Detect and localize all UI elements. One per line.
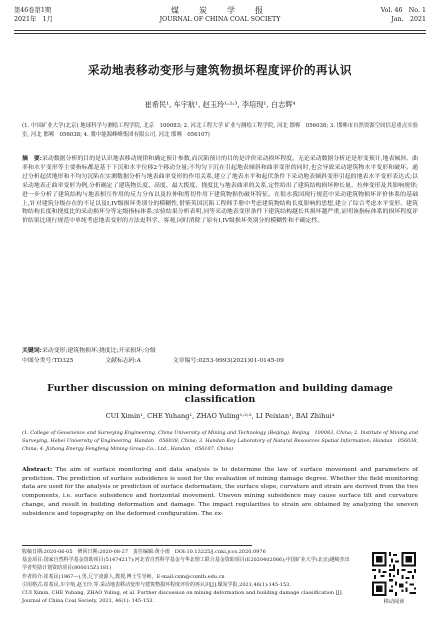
keywords-label: 关键词:: [22, 347, 42, 354]
header-volume-en: Vol. 46 No. 1: [380, 7, 426, 14]
qr-code-icon[interactable]: [372, 552, 416, 596]
header-center: [14, 6, 426, 24]
english-abstract-label: Abstract:: [22, 466, 53, 473]
journal-header: [14, 6, 426, 38]
header-date-en: Jan. 2021: [391, 16, 426, 23]
english-affiliations: (1. College of Geoscience and Surveying Engineering, China University of Mining and Technology (Beijing), Beijing 100083, China; 2. Institute of Mining and Surveying, Hebei University of Engineering, Handan 056038, China; 3. Handan Key Laboratory of Natural Resources Spatial Information, Handan 056038, China; 4. Jizhong Energy Fengfeng Mining Group Co., Ltd., Handan 056107, China): [22, 430, 418, 452]
qr-label: 移动阅读: [383, 599, 405, 605]
abstract-cn: [22, 155, 418, 226]
keywords-text: 采动变形;建筑物损坏;挠度比;开采损坏;分级: [41, 348, 156, 354]
footnote-author: 作者简介:崔希民(1967—),男,辽宁凌源人,教授,博士生导师。E-mail:cxm@cumtb.edu.cn: [22, 573, 225, 580]
paper-authors: 崔希民¹, 车宇航¹, 赵玉玲¹˒²˒³, 李培现¹, 白志辉⁴: [144, 100, 296, 109]
header-rule: [14, 30, 426, 34]
header-journal-en: JOURNAL OF CHINA COAL SOCIETY: [159, 16, 281, 23]
header-right: [381, 6, 426, 24]
footnote-fund: 基金项目:国家自然科学基金资助项目(51474217);河北省自然科学基金与华北理工联合基金资助项目(E2020402086);中国矿业大学(北京)越崎杰出学者奖励计划资助项目(800015Z1181): [22, 557, 350, 572]
footnote-received: 收稿日期:2020-06-05 修回日期:2020-08-27 责任编辑:黄小雨 DOI:10.13225/j.cnki.jccs.2020.0976: [22, 549, 266, 555]
english-authors: CUI Ximin¹, CHE Yuhang¹, ZHAO Yuling¹˒²˒³, LI Peixian¹, BAI Zhihui⁴: [105, 412, 335, 420]
header-volume-cn: 第46卷第1期: [14, 7, 52, 14]
abstract-text: 采动数据分析的目的是认识地表移动规律和确定预计参数,而沉陷预计的目的是评价采动损坏程度。无论采动数据分析还是形变预计,地表倾斜、曲率和水平变形等主要指标都是基于下沉和水平位移2个移动分量;不均匀下沉在引起地表倾斜和曲率变形的同时,也会导致采动建筑物水平变形和破坏。通过分析起伏地形和不均匀沉陷在实测数据分析与地表曲率变形的作用关系,建立了地表水平和起伏条件下采动地表倾斜变形引起的地表水平变形表达式;以采动地表正曲率变形为例,分析确定了建筑物长度、高度、最大拨度、挠度比与地表曲率的关系,定性给出了建筑结构损坏伸长量、拉伸变形及其影响规律;进一步分析了建筑结构与地表相互作用的反力分布以及拉伸和剪切作用下建筑物损伤破坏特征。在很水我国现行规范中采动建筑物损坏评价体系的基础上,针对建筑分级存在的不足以及I,IV级损坏类别分的模糊性,借鉴英国沉陷工程师手册中考虑建筑物结构长度影响的思想,建立了综合考虑水平变形、建筑物结构长度和挠度比的采动损坏分等定级指标体系;实验结果分析表明,同等采动地表变形条件下建筑结构越长其损坏越严重,证明该指标体系的损坏程度评价结果比现行规范中单纯考虑地表变形的方法更科学、客观,同时消除了原有I,IV级损坏类别分的模糊性和不确定性。: [22, 156, 418, 225]
header-journal-cn: 煤 炭 学 报: [171, 6, 269, 15]
header-date-cn: 2021年 1月: [14, 16, 53, 23]
document-code: 文献标志码:A: [105, 358, 141, 364]
paper-affiliations: (1. 中国矿业大学(北京) 地球科学与测绘工程学院, 北京 100083; 2. 河北工程大学 矿业与测绘工程学院, 河北 邯郸 056038; 3. 邯郸市自然资源空间信息重点实验室, 河北 邯郸 056038; 4. 冀中能源峰峰集团有限公司, 河北 邯郸 056107): [22, 123, 418, 138]
abstract-en: [22, 466, 418, 518]
footnote-cite-cn: 引用格式:崔希民,车宇航,赵玉玲,等.采动地表移动变形与建筑物损坏程度评价的再认识[J].煤炭学报,2021,46(1):145-153.: [22, 581, 291, 588]
english-abstract-text: The aim of surface monitoring and data analysis is to determine the law of surface movement and parameters of prediction. The prediction of surface subsidence is used for the evaluation of mining damage degree. Whether the field monitoring data are used for the analysis or prediction of surface deformation, the surface slope, curvature and strain are derived from the two components, i.e. surface subsidence and horizontal movement. Uneven mining subsidence may cause surface tilt and curvature change, and result in building deformation and damage. The impact regularities to strain are obtained by analyzing the uneven subsidence and topography on the deformed configuration. The ex-: [22, 467, 418, 517]
abstract-label: 摘 要:: [22, 155, 42, 162]
footnote-cite-en: CUI Ximin, CHE Yuhang, ZHAO Yuling, et al. Further discussion on mining deformation and building damage classification [J]. Journal of China Coal Society, 2021, 46(1): 145-153.: [22, 590, 344, 605]
footnote-rule: [22, 545, 252, 546]
classification-line: [22, 357, 418, 366]
article-number: 文章编号:0253-9993(2021)01-0145-09: [172, 358, 284, 364]
footnotes: [22, 548, 352, 605]
paper-title: 采动地表移动变形与建筑物损坏程度评价的再认识: [88, 63, 352, 77]
english-title: Further discussion on mining deformation and building damage classification: [47, 383, 393, 405]
keywords: [22, 346, 418, 356]
clc-number: 中图分类号:TD325: [22, 358, 74, 364]
